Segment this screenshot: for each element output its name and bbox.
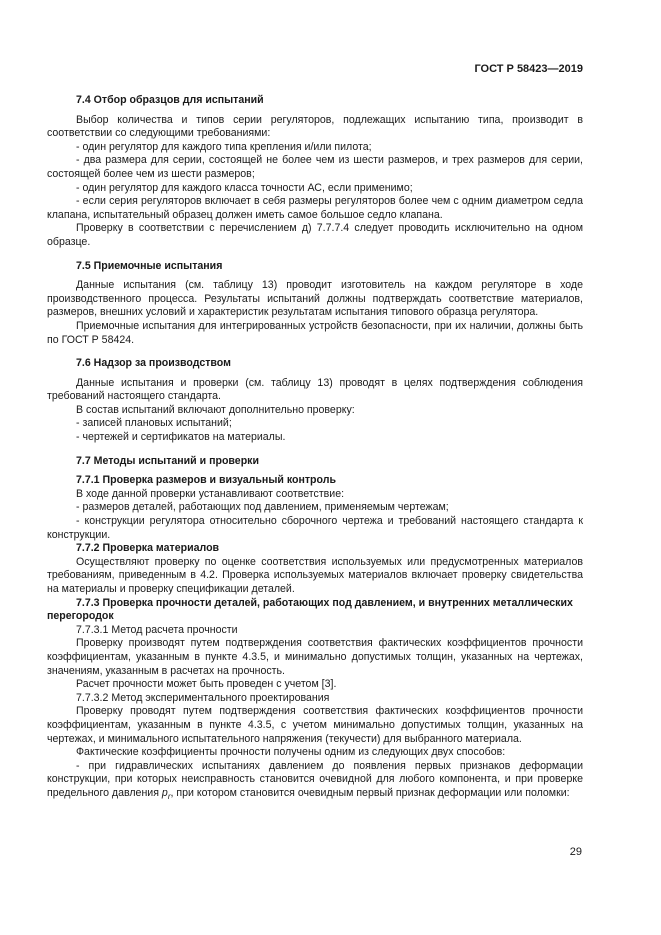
section-7-7-title: 7.7 Методы испытаний и проверки [76,454,259,467]
list-item: - размеров деталей, работающих под давлением, применяемым чертежам; [76,501,449,514]
subsection-7-7-2-title: 7.7.2 Проверка материалов [76,542,220,555]
paragraph: Осуществляют проверку по оценке соответствия используемых или предусмотренных материалов требованиям, приведенным в 4.2. Проверка используемых материалов включает проверку свидетельства на материалы и проверку спецификации деталей. [47,555,583,595]
list-item: - один регулятор для каждого класса точности АС, если применимо; [76,181,413,194]
paragraph: Приемочные испытания для интегрированных устройств безопасности, при их наличии, должны быть по ГОСТ Р 58424. [47,319,583,346]
list-item: - два размера для серии, состоящей не более чем из шести размеров, и трех размеров для серии, состоящей более чем из шести размеров; [47,154,583,180]
paragraph: В состав испытаний включают дополнительно проверку: [76,403,355,416]
page-number: 29 [569,846,582,858]
paragraph: Данные испытания (см. таблицу 13) проводит изготовитель на каждом регуляторе в ходе производственного процесса. Результаты испытаний должны подтверждать соответствие материалов, размеров, внешних условий и характеристик результатам испытания типового образца регулятора. [47,279,583,319]
document-code: ГОСТ Р 58423—2019 [474,63,583,75]
paragraph: В ходе данной проверки устанавливают соответствие: [76,487,345,500]
section-7-6-title: 7.6 Надзор за производством [76,357,231,370]
document-body [47,94,583,804]
subsection-7-7-3-2-title: 7.7.3.2 Метод экспериментального проектирования [76,691,330,704]
paragraph: Данные испытания и проверки (см. таблицу 13) проводят в целях подтверждения соблюдения требований настоящего стандарта. [47,376,583,403]
subsection-7-7-3-1-title: 7.7.3.1 Метод расчета прочности [76,623,238,636]
paragraph: Проверку проводят путем подтверждения соответствия фактических коэффициентов прочности коэффициентам, указанным в пункте 4.3.5, с учетом минимально допустимых толщин, указанных на чертежах, и минимального испытательного напряжения (текучести) для выбранного материала. [47,705,583,745]
paragraph: Проверку производят путем подтверждения соответствия фактических коэффициентов прочности коэффициентам, указанным в пункте 4.3.5, и минимально допустимых толщин, указанных на чертежах, значениям, указанным в расчетах на прочность. [47,637,583,677]
paragraph: Проверку в соответствии с перечислением д) 7.7.7.4 следует проводить исключительно на одном образце. [47,222,583,248]
list-item-text: - при гидравлических испытаниях давлением до появления первых признаков деформации конструкции, при которых неисправность становится очевидной для любого компонента, и при проверке предельного давления [47,759,583,799]
list-item-text: , при котором становится очевидным первый признак деформации или поломки: [170,786,570,799]
section-7-5-title: 7.5 Приемочные испытания [76,259,223,272]
paragraph: Фактические коэффициенты прочности получены одним из следующих двух способов: [76,746,506,759]
paragraph: Расчет прочности может быть проведен с учетом [3]. [76,678,337,691]
list-item: - чертежей и сертификатов на материалы. [76,431,286,444]
subsection-7-7-3-title: 7.7.3 Проверка прочности деталей, работающих под давлением, и внутренних металлических перегородок [47,596,573,623]
section-7-4-title: 7.4 Отбор образцов для испытаний [76,94,264,106]
subsection-7-7-1-title: 7.7.1 Проверка размеров и визуальный контроль [76,474,336,487]
list-item: - один регулятор для каждого типа крепления и/или пилота; [76,140,372,153]
list-item [47,760,583,804]
formula-variable: p [161,786,168,799]
list-item: - если серия регуляторов включает в себя размеры регуляторов более чем с одним диаметром седла клапана, испытательный образец должен иметь самое большое седло клапана. [47,195,583,221]
list-item: - конструкции регулятора относительно сборочного чертежа и требований настоящего стандарта к конструкции. [47,515,583,541]
formula-subscript: r [167,792,171,802]
paragraph: Выбор количества и типов серии регуляторов, подлежащих испытанию типа, производит в соответствии со следующими требованиями: [47,113,583,140]
list-item: - записей плановых испытаний; [76,417,232,430]
